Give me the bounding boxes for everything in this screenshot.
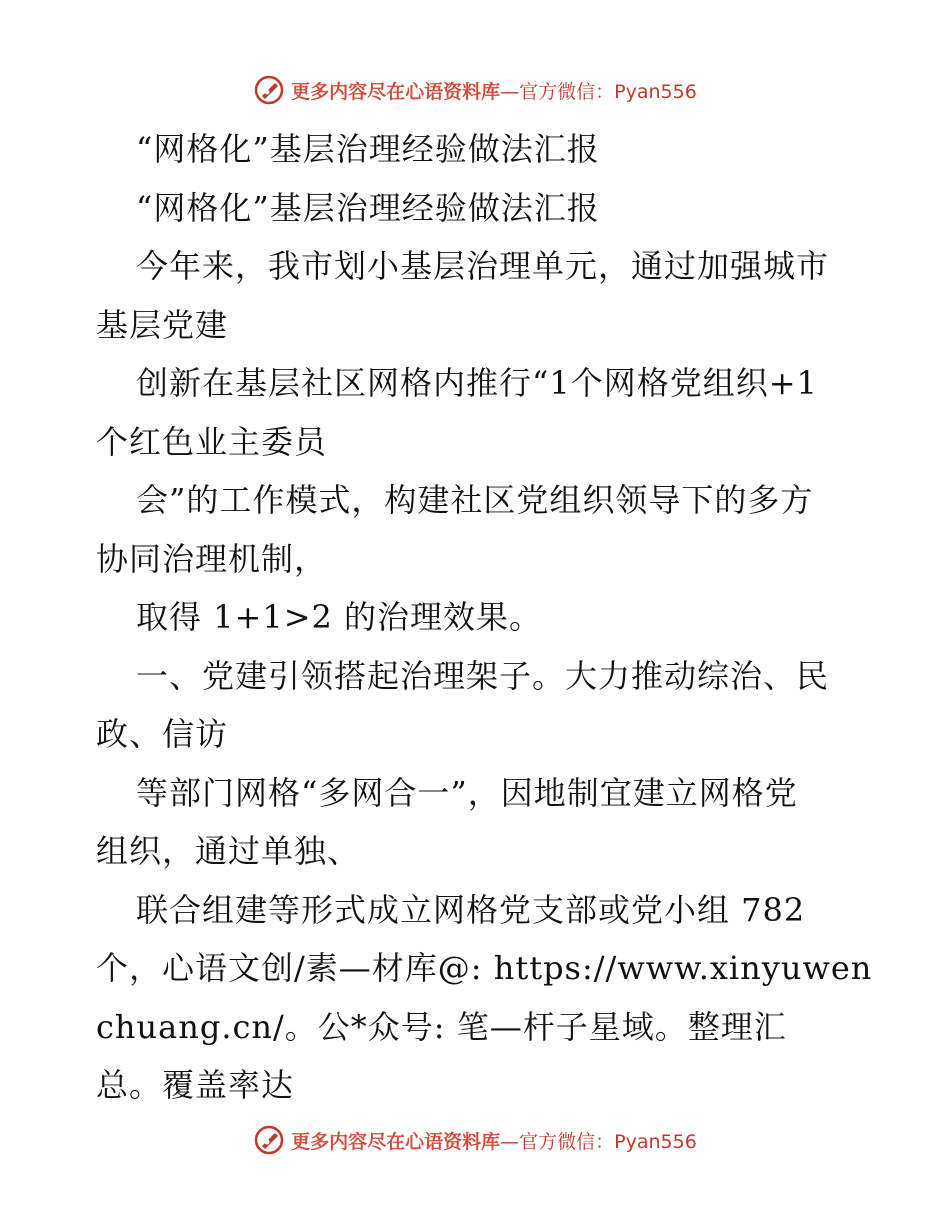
paragraph-line: 协同治理机制， [96,539,328,578]
pen-logo-icon [253,74,285,106]
document-title-repeat: “网格化”基层治理经验做法汇报 [136,188,600,227]
paragraph-line: 个，心语文创/素—材库@: https://www.xinyuwen [96,949,873,987]
footer-banner-sub: —官方微信：Pyan556 [500,1130,697,1153]
paragraph-line: 联合组建等形式成立网格党支部或党小组 782 [136,890,806,929]
paragraph-line: chuang.cn/。公*众号: 笔—杆子星域。整理汇 [96,1007,787,1046]
paragraph-line: 会”的工作模式，构建社区党组织领导下的多方 [136,481,814,519]
footer-banner-text [291,1127,697,1154]
paragraph-line: 基层党建 [96,305,229,344]
document-title: “网格化”基层治理经验做法汇报 [136,130,600,168]
section-heading-line: 一、党建引领搭起治理架子。大力推动综治、民 [136,656,830,695]
header-banner-text [291,77,697,104]
paragraph-line: 创新在基层社区网格内推行“1个网格党组织+1 [136,364,818,402]
header-banner [0,70,950,110]
paragraph-line: 政、信访 [96,715,229,753]
paragraph-line: 组织，通过单独、 [96,832,361,870]
header-banner-sub: —官方微信：Pyan556 [500,80,697,103]
paragraph-line: 取得 1+1>2 的治理效果。 [136,598,543,636]
pen-logo-icon [253,1124,285,1156]
footer-banner [0,1120,950,1160]
paragraph-line: 今年来，我市划小基层治理单元，通过加强城市 [136,247,830,285]
paragraph-line: 个红色业主委员 [96,422,328,461]
footer-banner-main: 更多内容尽在心语资料库 [291,1130,501,1153]
document-body [96,120,873,1115]
paragraph-line: 等部门网格“多网合一”，因地制宜建立网格党 [136,773,798,812]
paragraph-line: 总。覆盖率达 [96,1066,295,1104]
header-banner-main: 更多内容尽在心语资料库 [291,80,501,103]
